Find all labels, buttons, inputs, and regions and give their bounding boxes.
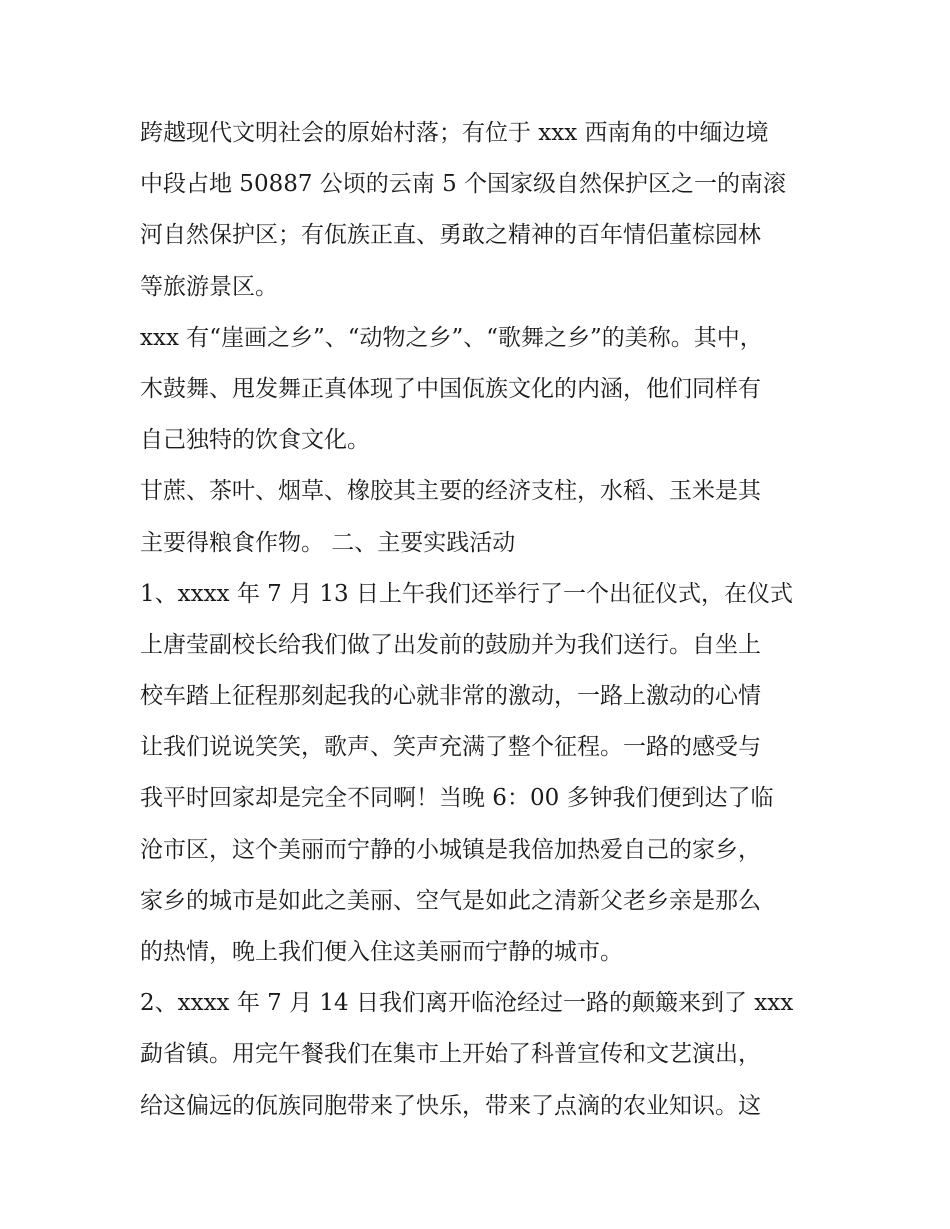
text-line: 我平时回家却是完全不同啊！当晚 6：00 多钟我们便到达了临 — [140, 785, 774, 812]
text-line: 等旅游景区。 — [140, 273, 278, 300]
text-line: 让我们说说笑笑，歌声、笑声充满了整个征程。一路的感受与 — [140, 734, 761, 761]
text-line: 主要得粮食作物。 二、主要实践活动 — [140, 529, 516, 556]
text-line: 2、xxxx 年 7 月 14 日我们离开临沧经过一路的颠簸来到了 xxx — [140, 990, 794, 1017]
text-line: 跨越现代文明社会的原始村落；有位于 xxx 西南角的中缅边境 — [140, 120, 769, 146]
document-body — [140, 108, 820, 1132]
text-line: 给这偏远的佤族同胞带来了快乐，带来了点滴的农业知识。这 — [140, 1092, 761, 1119]
text-line: 家乡的城市是如此之美丽、空气是如此之清新父老乡亲是那么 — [140, 887, 761, 914]
text-line: xxx 有“崖画之乡”、“动物之乡”、“歌舞之乡”的美称。其中， — [140, 324, 763, 351]
text-line: 沧市区，这个美丽而宁静的小城镇是我倍加热爱自己的家乡， — [140, 836, 761, 863]
text-line: 勐省镇。用完午餐我们在集市上开始了科普宣传和文艺演出， — [140, 1041, 761, 1068]
text-line: 的热情，晚上我们便入住这美丽而宁静的城市。 — [140, 939, 623, 965]
text-line: 上唐莹副校长给我们做了出发前的鼓励并为我们送行。自坐上 — [140, 631, 761, 658]
text-line: 甘蔗、茶叶、烟草、橡胶其主要的经济支柱，水稻、玉米是其 — [140, 478, 761, 505]
text-line: 校车踏上征程那刻起我的心就非常的激动，一路上激动的心情 — [140, 683, 761, 710]
text-line: 中段占地 50887 公顷的云南 5 个国家级自然保护区之一的南滚 — [140, 171, 787, 198]
text-line: 河自然保护区；有佤族正直、勇敢之精神的百年情侣董棕园林 — [140, 222, 761, 249]
text-line: 木鼓舞、甩发舞正真体现了中国佤族文化的内涵，他们同样有 — [140, 375, 761, 402]
text-line: 1、xxxx 年 7 月 13 日上午我们还举行了一个出征仪式，在仪式 — [140, 580, 793, 607]
text-line: 自己独特的饮食文化。 — [140, 427, 370, 454]
